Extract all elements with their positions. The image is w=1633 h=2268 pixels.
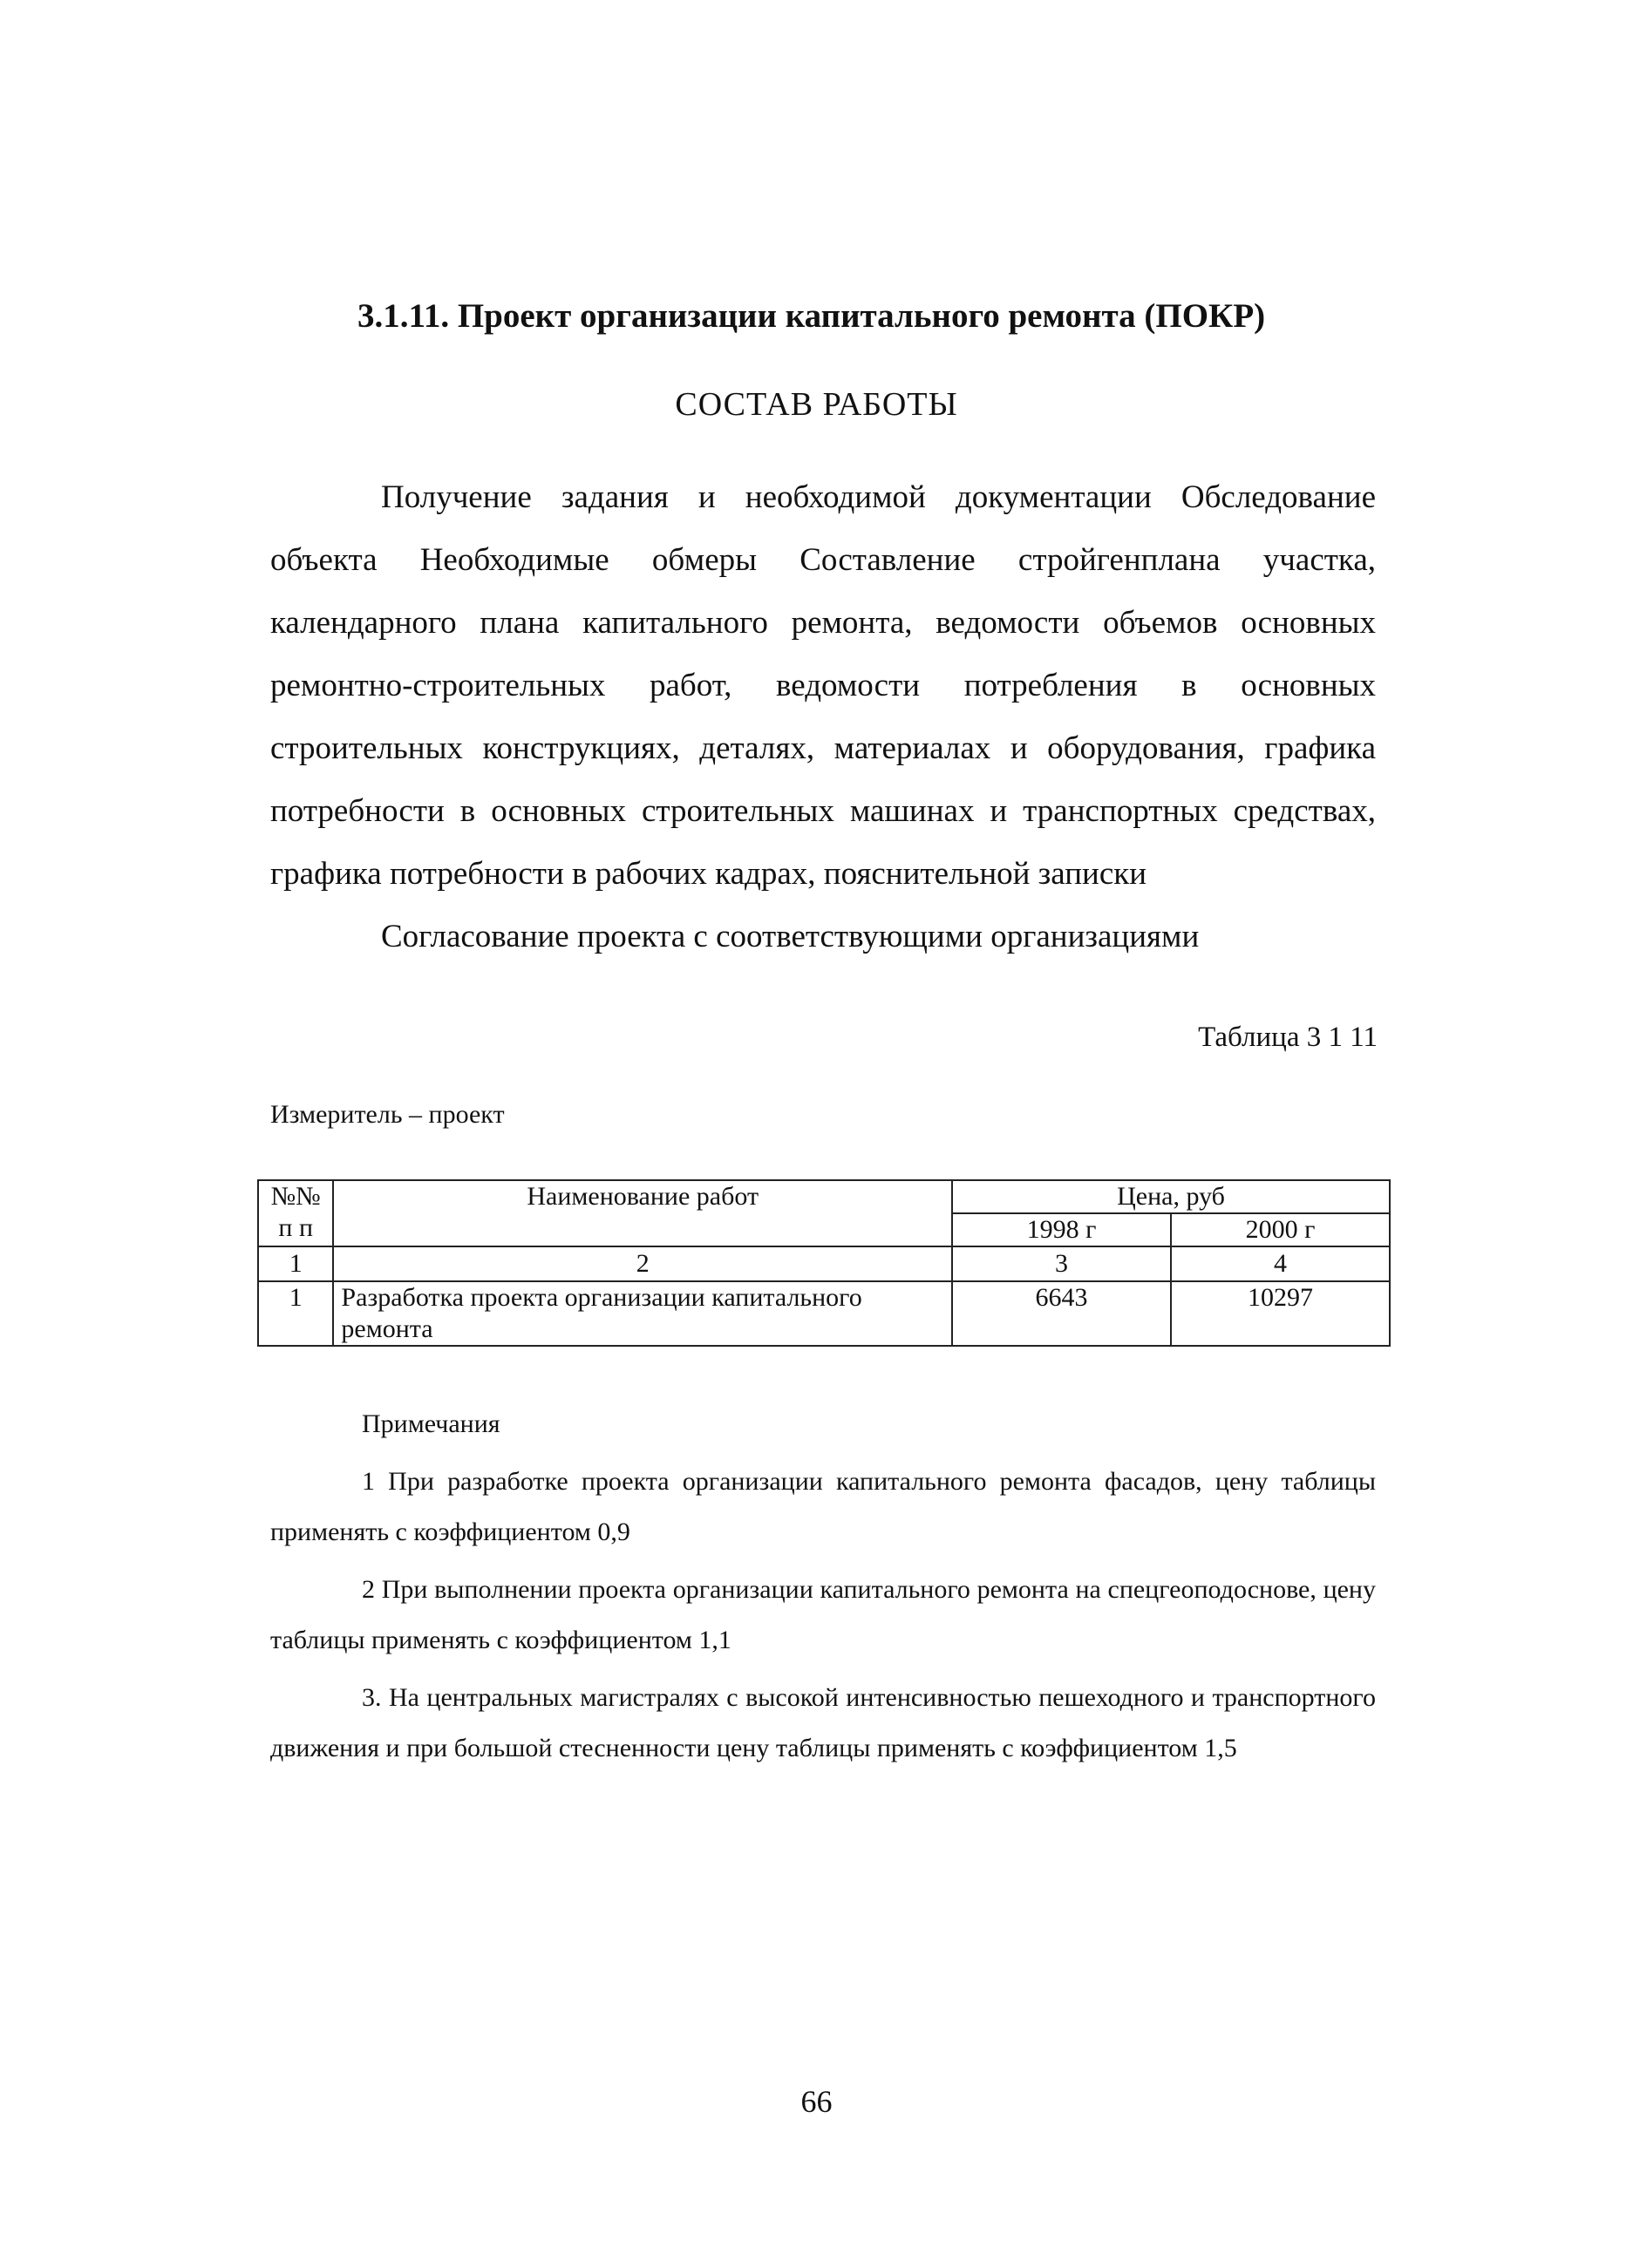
row-name: Разработка проекта организации капитального ремонта bbox=[333, 1281, 952, 1346]
note-item: 3. На центральных магистралях с высокой интенсивностью пешеходного и транспортного движения и при большой стесненности цену таблицы применять с коэффициентом 1,5 bbox=[270, 1683, 1376, 1762]
notes-section bbox=[270, 1399, 1376, 1781]
header-year-2000: 2000 г bbox=[1171, 1213, 1390, 1246]
agreement-paragraph: Согласование проекта с соответствующими организациями bbox=[381, 919, 1200, 954]
price-table bbox=[257, 1179, 1391, 1347]
work-composition-title: СОСТАВ РАБОТЫ bbox=[675, 386, 958, 423]
index-cell: 1 bbox=[258, 1246, 333, 1281]
table-row bbox=[258, 1281, 1390, 1346]
header-num: №№ п п bbox=[258, 1180, 333, 1246]
notes-title: Примечания bbox=[362, 1409, 500, 1438]
index-cell: 2 bbox=[333, 1246, 952, 1281]
work-composition-body bbox=[270, 466, 1376, 968]
header-price: Цена, руб bbox=[952, 1180, 1390, 1213]
section-heading: 3.1.11. Проект организации капитального ремонта (ПОКР) bbox=[357, 297, 1266, 335]
table-header-row bbox=[258, 1180, 1390, 1213]
header-year-1998: 1998 г bbox=[952, 1213, 1171, 1246]
row-num: 1 bbox=[258, 1281, 333, 1346]
header-name: Наименование работ bbox=[333, 1180, 952, 1246]
unit-label: Измеритель – проект bbox=[270, 1100, 505, 1129]
page-number: 66 bbox=[800, 2084, 833, 2119]
index-cell: 4 bbox=[1171, 1246, 1390, 1281]
work-description-paragraph: Получение задания и необходимой документации Обследование объекта Необходимые обмеры Составление стройгенплана участка, календарного плана капитального ремонта, ведомости объемов основных ремонтно-строительных работ, ведомости потребления в основных строительных конструкциях, деталях, материалах и оборудования, графика потребности в основных строительных машинах и транспортных средствах, графика потребности в рабочих кадрах, пояснительной записки bbox=[270, 479, 1376, 892]
index-cell: 3 bbox=[952, 1246, 1171, 1281]
table-index-row bbox=[258, 1246, 1390, 1281]
row-price-1998: 6643 bbox=[952, 1281, 1171, 1346]
row-price-2000: 10297 bbox=[1171, 1281, 1390, 1346]
table-label: Таблица 3 1 11 bbox=[1198, 1022, 1378, 1053]
note-item: 1 При разработке проекта организации капитального ремонта фасадов, цену таблицы применять с коэффициентом 0,9 bbox=[270, 1467, 1376, 1546]
note-item: 2 При выполнении проекта организации капитального ремонта на спецгеоподоснове, цену таблицы применять с коэффициентом 1,1 bbox=[270, 1575, 1376, 1654]
